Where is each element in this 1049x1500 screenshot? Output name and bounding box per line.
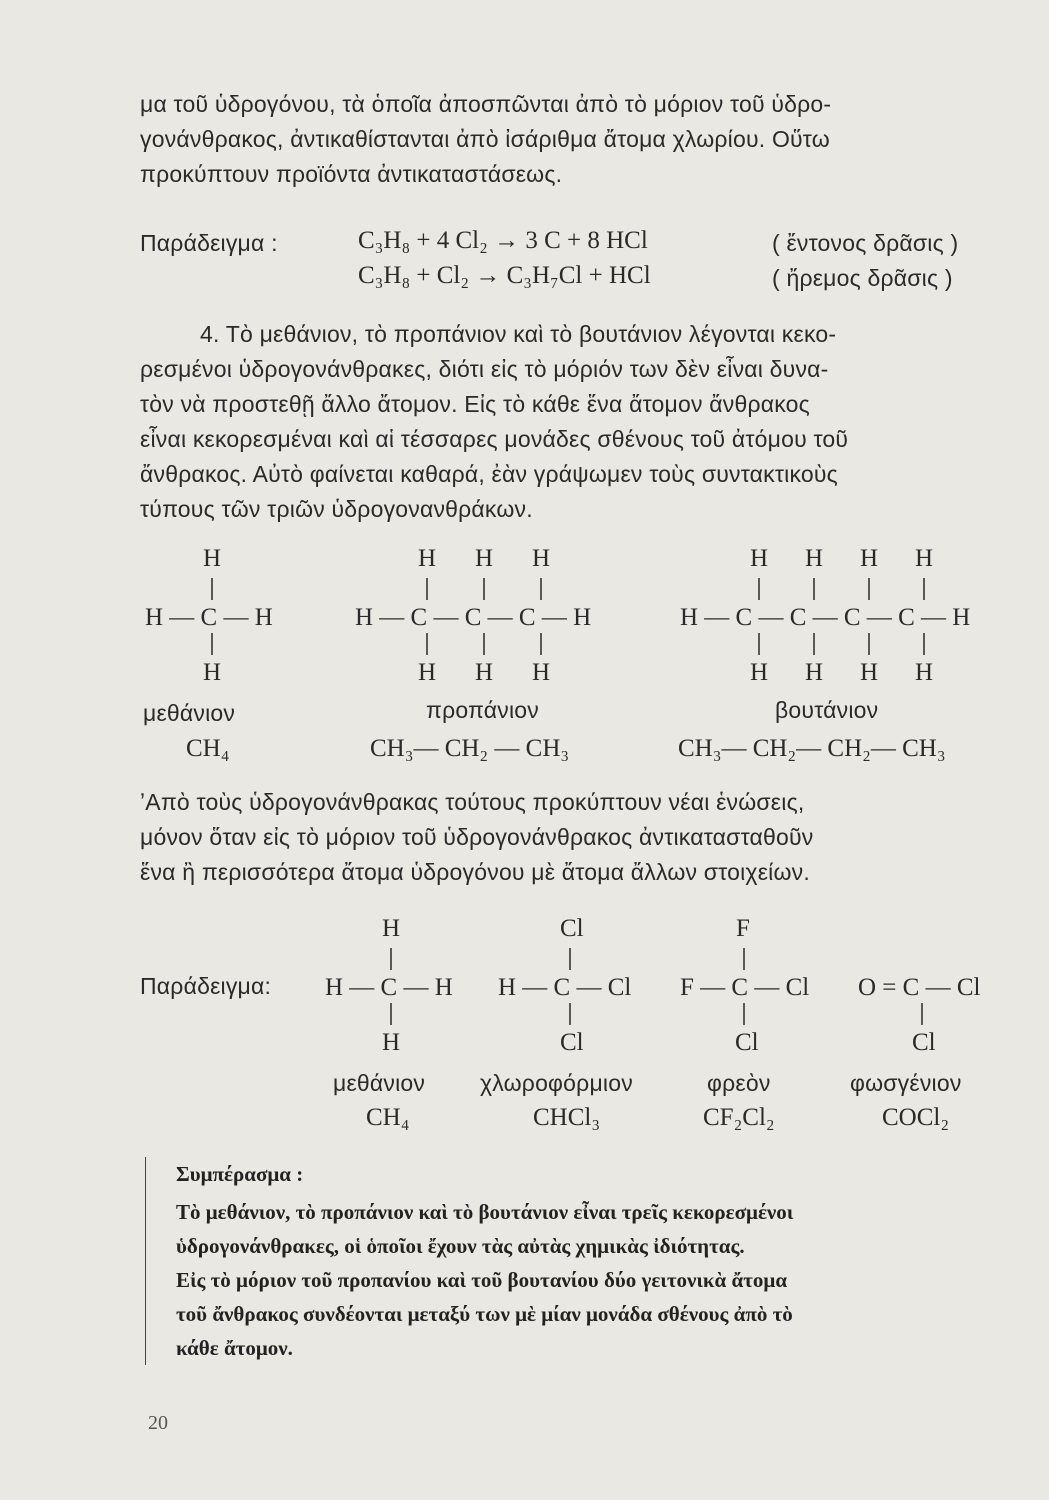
conclusion-box xyxy=(145,1157,1036,1365)
text-line: ʼΑπὸ τοὺς ὑδρογονάνθρακας τούτους προκύπτουν νέαι ἑνώσεις, xyxy=(140,789,805,815)
intro-paragraph xyxy=(140,87,1000,192)
text-line: ἄνθρακος. Αὐτὸ φαίνεται καθαρά, ἐὰν γράψωμεν τοὺς συντακτικοὺς xyxy=(140,461,838,487)
propane-formula: CH₃— CH₂ — CH₃ xyxy=(370,735,570,762)
derivative-name-freon: φρεὸν xyxy=(707,1070,771,1096)
text-line: ρεσμένοι ὑδρογονάνθρακες, διότι εἰς τὸ μόριόν των δὲν εἶναι δυνα- xyxy=(140,356,829,382)
svg-text:H: H xyxy=(203,659,222,686)
derivative-formula-methane: CH₄ xyxy=(366,1104,410,1131)
text-line: ἕνα ἢ περισσότερα ἄτομα ὑδρογόνου μὲ ἄτομα ἄλλων στοιχείων. xyxy=(140,859,810,885)
svg-text:H: H xyxy=(915,545,934,572)
svg-text:H — C — C — C — C — H: H — C — C — C — C — H xyxy=(680,604,971,631)
svg-text:H: H xyxy=(860,545,879,572)
propane-name: προπάνιον xyxy=(426,697,539,723)
text-line: τὸν νὰ προστεθῇ ἄλλο ἄτομον. Εἰς τὸ κάθε ἕνα ἄτομον ἄνθρακος xyxy=(140,391,810,417)
conclusion-line: τοῦ ἄνθρακος συνδέονται μεταξύ των μὲ μίαν μονάδα σθένους ἀπὸ τὸ xyxy=(176,1302,793,1326)
reaction-note-2: ( ἤρεμος δρᾶσις ) xyxy=(772,265,953,291)
svg-text:H: H xyxy=(860,659,879,686)
svg-text:H: H xyxy=(475,659,494,686)
methane-formula: CH₄ xyxy=(186,735,230,762)
butane-structure xyxy=(680,545,970,686)
freon-structure xyxy=(680,915,809,1056)
text-line: προκύπτουν προϊόντα ἀντικαταστάσεως. xyxy=(140,161,563,187)
example-label: Παράδειγμα : xyxy=(140,230,278,256)
svg-text:H: H xyxy=(805,659,824,686)
text-line: τύπους τῶν τριῶν ὑδρογονανθράκων. xyxy=(140,496,533,522)
svg-text:Cl: Cl xyxy=(912,1029,936,1056)
section-4-paragraph xyxy=(140,317,1000,527)
derivative-formula-phosgene: COCl₂ xyxy=(882,1104,950,1131)
example-label-2: Παράδειγμα: xyxy=(140,973,272,999)
svg-text:H: H xyxy=(203,545,222,572)
text-line: 4. Τὸ μεθάνιον, τὸ προπάνιον καὶ τὸ βουτάνιον λέγονται κεκο- xyxy=(200,321,837,347)
derivative-name-chloroform: χλωροφόρμιον xyxy=(480,1070,633,1096)
svg-text:H — C — Cl: H — C — Cl xyxy=(498,974,632,1001)
derivative-name-phosgene: φωσγένιον xyxy=(850,1070,962,1096)
text-line: μα τοῦ ὑδρογόνου, τὰ ὁποῖα ἀποσπῶνται ἀπὸ τὸ μόριον τοῦ ὑδρο- xyxy=(140,91,832,117)
substitution-paragraph xyxy=(140,785,1000,890)
svg-text:H: H xyxy=(418,545,437,572)
svg-text:H: H xyxy=(382,915,401,942)
text-line: μόνον ὅταν εἰς τὸ μόριον τοῦ ὑδρογονάνθρακος ἀντικατασταθοῦν xyxy=(140,824,814,850)
svg-text:F — C — Cl: F — C — Cl xyxy=(680,974,810,1001)
page-number: 20 xyxy=(148,1412,168,1434)
butane-formula: CH₃— CH₂— CH₂— CH₃ xyxy=(678,735,946,762)
svg-text:Cl: Cl xyxy=(560,1029,584,1056)
text-line: γονάνθρακος, ἀντικαθίστανται ἀπὸ ἰσάριθμα ἄτομα χλωρίου. Οὕτω xyxy=(140,126,830,152)
conclusion-line: ὑδρογονάνθρακες, οἱ ὁποῖοι ἔχουν τὰς αὐτὰς χημικὰς ἰδιότητας. xyxy=(176,1234,745,1258)
svg-text:H: H xyxy=(915,659,934,686)
svg-text:H: H xyxy=(750,659,769,686)
alkane-structures xyxy=(0,530,1049,700)
svg-text:O = C — Cl: O = C — Cl xyxy=(858,974,981,1001)
derivative-name-methane: μεθάνιον xyxy=(333,1070,426,1096)
reaction-note-1: ( ἔντονος δρᾶσις ) xyxy=(772,230,959,256)
svg-text:H — C — C — C — H: H — C — C — C — H xyxy=(355,604,592,631)
conclusion-title: Συμπέρασμα : xyxy=(176,1162,304,1186)
derivative-formula-freon: CF₂Cl₂ xyxy=(703,1104,775,1131)
svg-text:Cl: Cl xyxy=(735,1029,759,1056)
reaction-equation-2: C₃H₈ + Cl₂ → C₃H₇Cl + HCl xyxy=(358,262,651,289)
svg-text:H: H xyxy=(805,545,824,572)
svg-text:H: H xyxy=(750,545,769,572)
svg-text:H: H xyxy=(418,659,437,686)
reaction-equation-1: C₃H₈ + 4 Cl₂ → 3 C + 8 HCl xyxy=(358,227,648,254)
methane-structure xyxy=(145,545,273,686)
derivative-structures xyxy=(0,900,1049,1060)
phosgene-structure xyxy=(858,974,981,1056)
text-line: εἶναι κεκορεσμέναι καὶ αἱ τέσσαρες μονάδες σθένους τοῦ ἀτόμου τοῦ xyxy=(140,426,849,452)
svg-text:H: H xyxy=(475,545,494,572)
chloroform-structure xyxy=(498,915,631,1056)
conclusion-line: κάθε ἄτομον. xyxy=(176,1336,293,1360)
propane-structure xyxy=(355,545,591,686)
methane-name: μεθάνιον xyxy=(143,700,236,726)
conclusion-line: Εἰς τὸ μόριον τοῦ προπανίου καὶ τοῦ βουτανίου δύο γειτονικὰ ἄτομα xyxy=(176,1268,788,1292)
svg-text:H: H xyxy=(532,659,551,686)
butane-name: βουτάνιον xyxy=(775,697,879,723)
svg-text:H — C — H: H — C — H xyxy=(325,974,453,1001)
svg-text:Cl: Cl xyxy=(560,915,584,942)
derivative-formula-chloroform: CHCl₃ xyxy=(533,1104,601,1131)
svg-text:H: H xyxy=(382,1029,401,1056)
methane-derivative-structure xyxy=(325,915,453,1056)
conclusion-line: Τὸ μεθάνιον, τὸ προπάνιον καὶ τὸ βουτάνιον εἶναι τρεῖς κεκορεσμένοι xyxy=(176,1200,794,1224)
svg-text:F: F xyxy=(736,915,750,942)
svg-text:H: H xyxy=(532,545,551,572)
svg-text:H — C — H: H — C — H xyxy=(145,604,273,631)
